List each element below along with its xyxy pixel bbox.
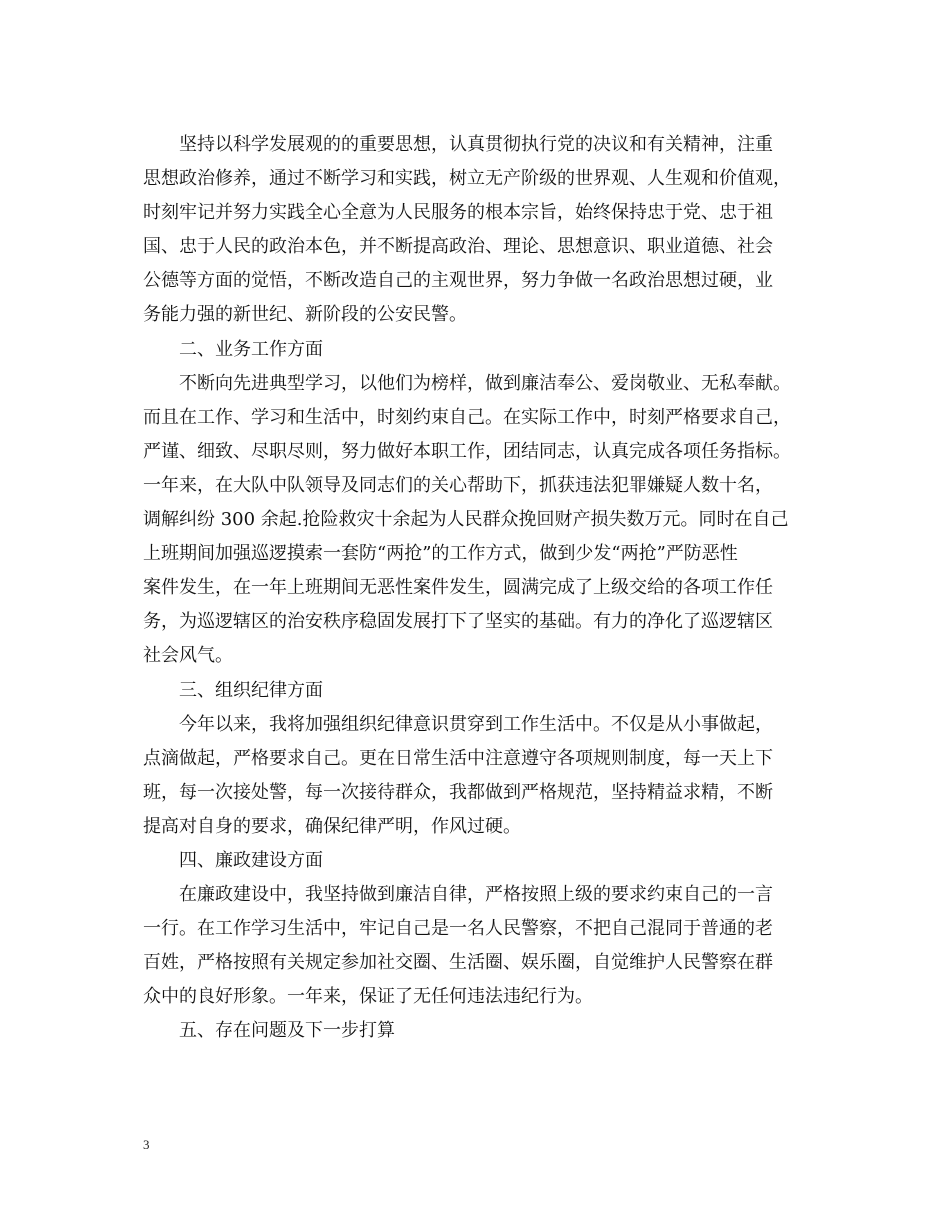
paragraph-line: 众中的良好形象。一年来，保证了无任何违法违纪行为。	[143, 986, 593, 1008]
paragraph-line: 一行。在工作学习生活中，牢记自己是一名人民警察，不把自己混同于普通的老	[143, 918, 773, 940]
paragraph-line: 国、忠于人民的政治本色，并不断提高政治、理论、思想意识、职业道德、社会	[143, 236, 773, 258]
paragraph-line: 今年以来，我将加强组织纪律意识贯穿到工作生活中。不仅是从小事做起，	[179, 713, 773, 735]
paragraph-line: 务能力强的新世纪、新阶段的公安民警。	[143, 304, 467, 326]
page-number: 3	[143, 1137, 150, 1152]
paragraph-line: 调解纠纷 300 余起.抢险救灾十余起为人民群众挽回财产损失数万元。同时在自己	[143, 509, 789, 531]
section-heading: 五、存在问题及下一步打算	[179, 1020, 395, 1042]
paragraph-line: 公德等方面的觉悟，不断改造自己的主观世界，努力争做一名政治思想过硬，业	[143, 270, 773, 292]
paragraph-line: 不断向先进典型学习，以他们为榜样，做到廉洁奉公、爱岗敬业、无私奉献。	[179, 372, 791, 394]
paragraph-line: 提高对自身的要求，确保纪律严明，作风过硬。	[143, 815, 521, 837]
paragraph-line: 一年来，在大队中队领导及同志们的关心帮助下，抓获违法犯罪嫌疑人数十名，	[143, 474, 773, 496]
paragraph-line: 在廉政建设中，我坚持做到廉洁自律，严格按照上级的要求约束自己的一言	[179, 884, 773, 906]
paragraph-line: 上班期间加强巡逻摸索一套防“两抢”的工作方式，做到少发“两抢”严防恶性	[143, 543, 738, 565]
paragraph-line: 坚持以科学发展观的的重要思想，认真贯彻执行党的决议和有关精神，注重	[179, 134, 773, 155]
section-heading: 二、业务工作方面	[179, 338, 323, 360]
paragraph-line: 思想政治修养，通过不断学习和实践，树立无产阶级的世界观、人生观和价值观，	[143, 168, 791, 190]
paragraph-line: 百姓，严格按照有关规定参加社交圈、生活圈、娱乐圈，自觉维护人民警察在群	[143, 952, 773, 974]
paragraph-line: 时刻牢记并努力实践全心全意为人民服务的根本宗旨，始终保持忠于党、忠于祖	[143, 202, 773, 224]
paragraph-line: 案件发生，在一年上班期间无恶性案件发生，圆满完成了上级交给的各项工作任	[143, 577, 773, 599]
paragraph-line: 而且在工作、学习和生活中，时刻约束自己。在实际工作中，时刻严格要求自己，	[143, 406, 791, 428]
section-heading: 三、组织纪律方面	[179, 679, 323, 701]
paragraph-line: 社会风气。	[143, 645, 233, 667]
paragraph-line: 点滴做起，严格要求自己。更在日常生活中注意遵守各项规则制度，每一天上下	[143, 747, 773, 769]
section-heading: 四、廉政建设方面	[179, 849, 323, 871]
paragraph-line: 务，为巡逻辖区的治安秩序稳固发展打下了坚实的基础。有力的净化了巡逻辖区	[143, 611, 773, 633]
document-body	[143, 128, 808, 1049]
paragraph-line: 严谨、细致、尽职尽则，努力做好本职工作，团结同志，认真完成各项任务指标。	[143, 440, 791, 462]
paragraph-line: 班，每一次接处警，每一次接待群众，我都做到严格规范，坚持精益求精，不断	[143, 781, 773, 803]
